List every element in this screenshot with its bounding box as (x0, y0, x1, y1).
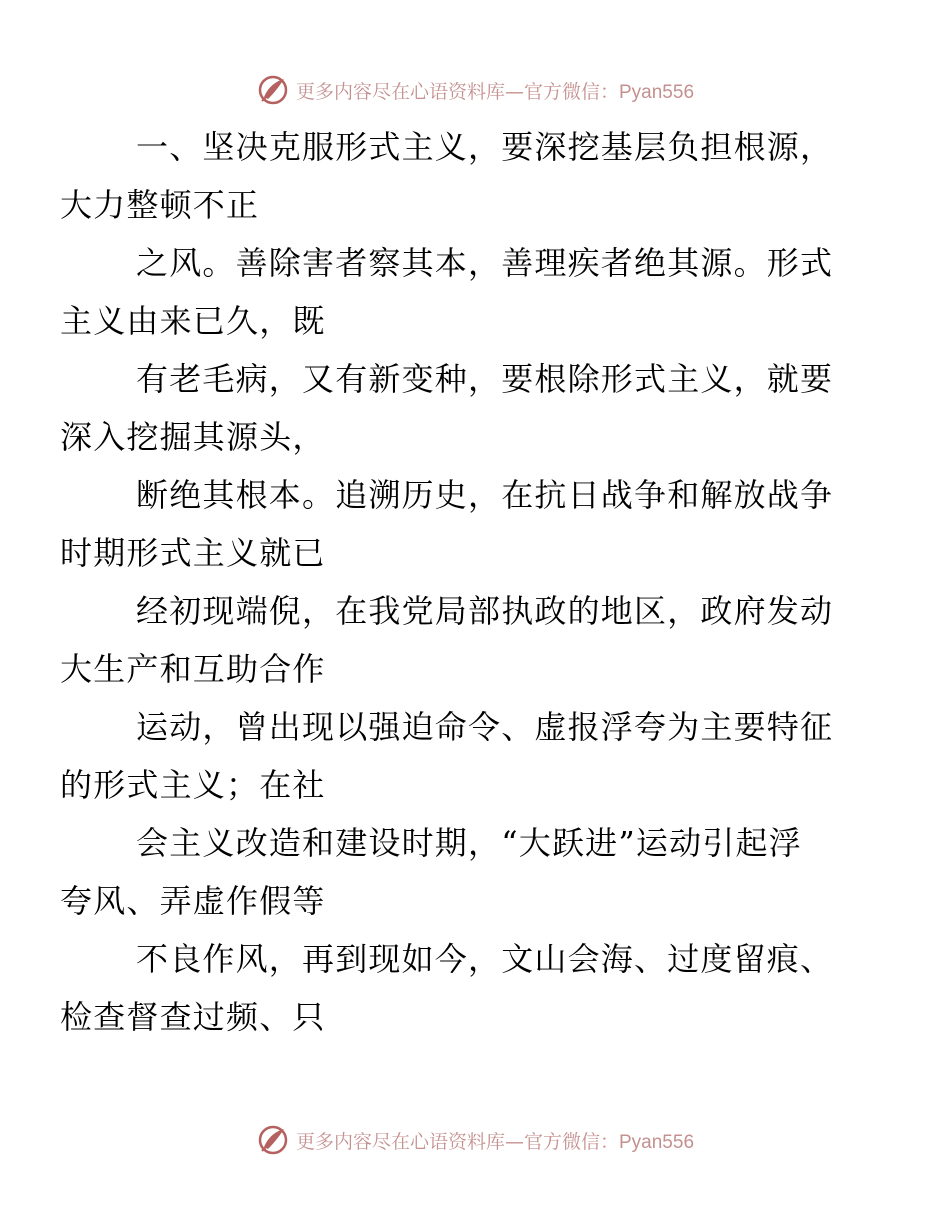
paragraph: 不良作风，再到现如今，文山会海、过度留痕、 检查督查过频、只 (60, 940, 834, 1036)
watermark-text: 更多内容尽在心语资料库—官方微信：Pyan556 (295, 1130, 695, 1153)
watermark-text: 更多内容尽在心语资料库—官方微信：Pyan556 (295, 80, 695, 103)
paragraph: 经初现端倪，在我党局部执政的地区，政府发动 大生产和互助合作 (60, 592, 834, 688)
document-body (60, 118, 858, 1046)
footer-watermark (0, 1120, 950, 1160)
paragraph: 一、坚决克服形式主义，要深挖基层负担根源， 大力整顿不正 (60, 128, 834, 224)
header-watermark (0, 70, 950, 110)
pen-logo-icon (256, 1123, 290, 1157)
paragraph: 运动，曾出现以强迫命令、虚报浮夸为主要特征 的形式主义；在社 (60, 708, 834, 804)
paragraph: 断绝其根本。追溯历史，在抗日战争和解放战争 时期形式主义就已 (60, 476, 834, 572)
pen-logo-icon (256, 73, 290, 107)
paragraph: 有老毛病，又有新变种，要根除形式主义，就要 深入挖掘其源头， (60, 360, 834, 456)
paragraph: 会主义改造和建设时期，“大跃进”运动引起浮 夸风、弄虚作假等 (60, 824, 802, 920)
paragraph: 之风。善除害者察其本，善理疾者绝其源。形式 主义由来已久，既 (60, 244, 834, 340)
